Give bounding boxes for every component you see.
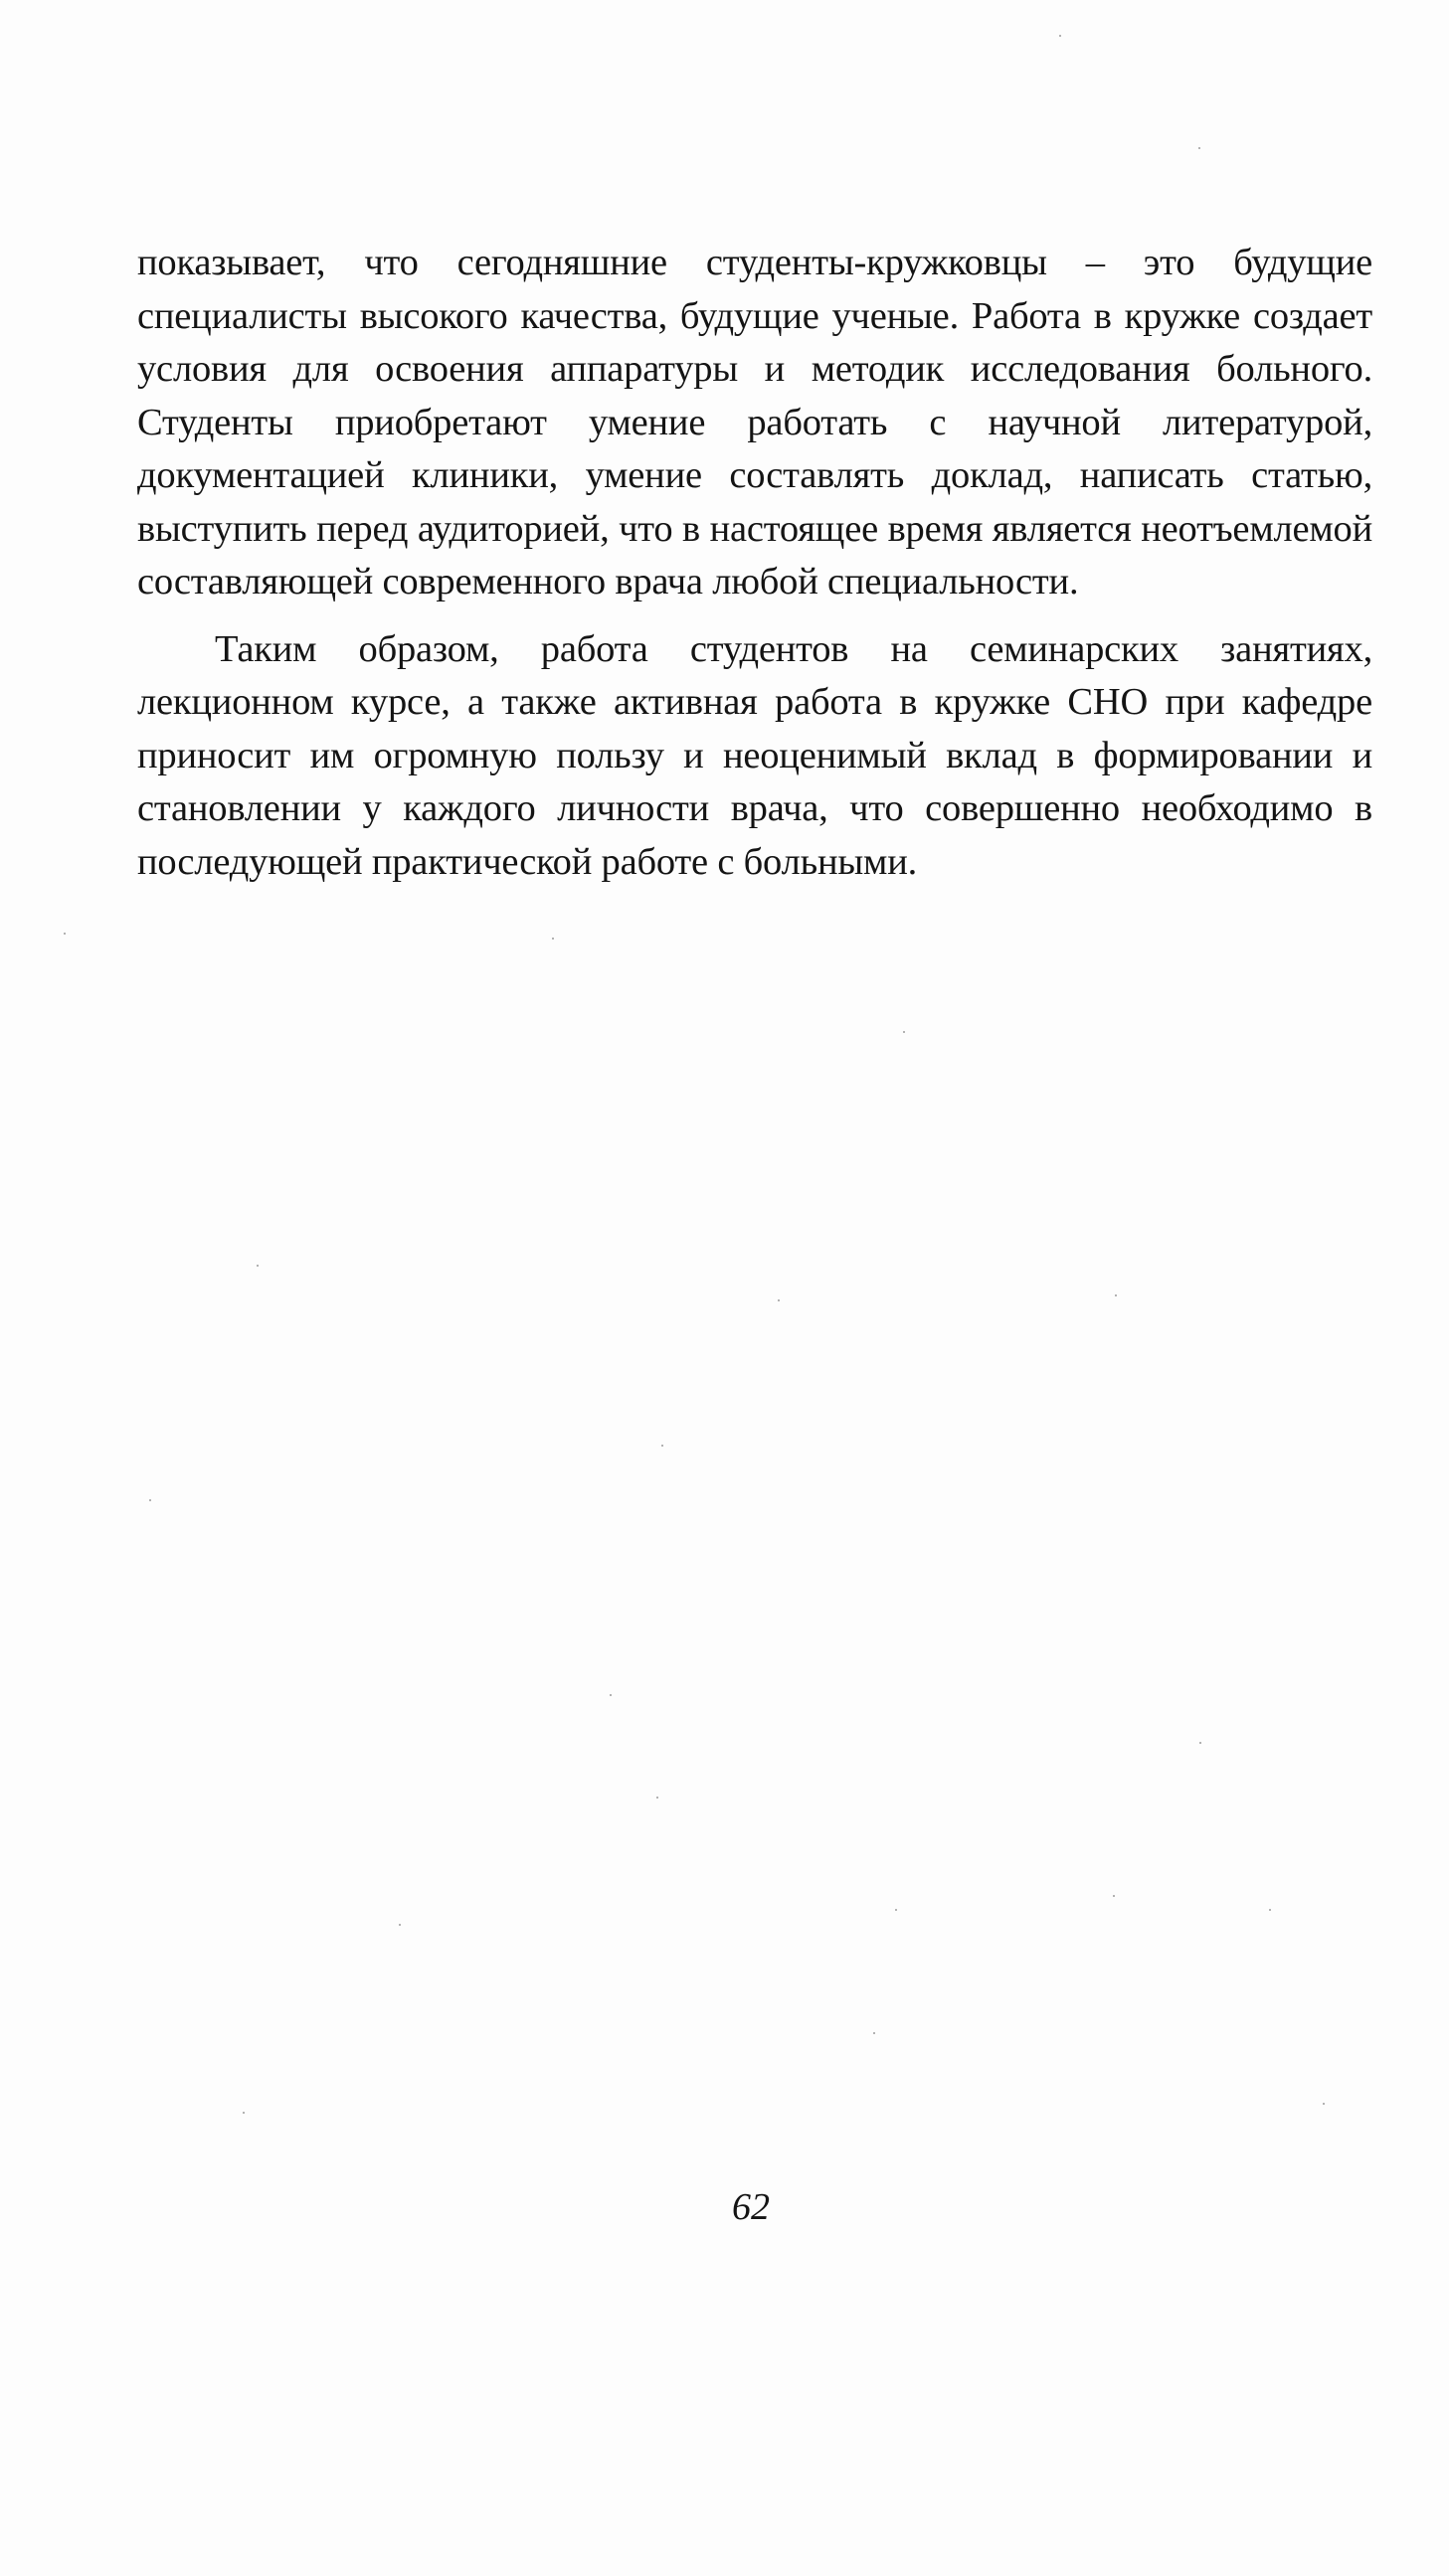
scan-speck <box>873 2032 875 2034</box>
scan-speck <box>1059 35 1061 37</box>
scan-speck <box>64 933 66 935</box>
paragraph-conclusion: Таким образом, работа студентов на семинарских занятиях, лекционном курсе, а также активная работа в кружке СНО при кафедре приносит им огромную пользу и неоценимый вклад в формировании и становлении у каждого личности врача, что совершенно необходимо в последующей практической работе с больными. <box>137 627 1372 883</box>
scan-speck <box>1198 147 1200 149</box>
scan-speck <box>1323 2103 1325 2105</box>
scan-speck <box>399 1924 401 1926</box>
page-number: 62 <box>732 2186 770 2228</box>
scan-speck <box>257 1265 259 1267</box>
scan-speck <box>1269 1909 1271 1911</box>
scan-speck <box>243 2112 245 2114</box>
scan-speck <box>1199 1742 1201 1744</box>
scan-speck <box>149 1499 151 1501</box>
scan-speck <box>610 1694 612 1696</box>
scan-speck <box>903 1031 905 1033</box>
scan-speck <box>1115 1294 1117 1296</box>
scan-speck <box>1113 1895 1115 1897</box>
scan-speck <box>895 1909 897 1911</box>
scan-speck <box>552 938 554 940</box>
paragraph-continuation: показывает, что сегодняшние студенты-кружковцы – это будущие специалисты высокого качества, будущие ученые. Работа в кружке создает условия для освоения аппаратуры и методик исследования больного. Студенты приобретают умение работать с научной литературой, документацией клиники, умение составлять доклад, написать статью, выступить перед аудиторией, что в настоящее время является неотъемлемой составляющей современного врача любой специальности. <box>137 242 1372 602</box>
body-text <box>137 237 1372 889</box>
scan-speck <box>661 1445 663 1447</box>
scan-speck <box>778 1299 780 1301</box>
scan-speck <box>656 1797 658 1799</box>
